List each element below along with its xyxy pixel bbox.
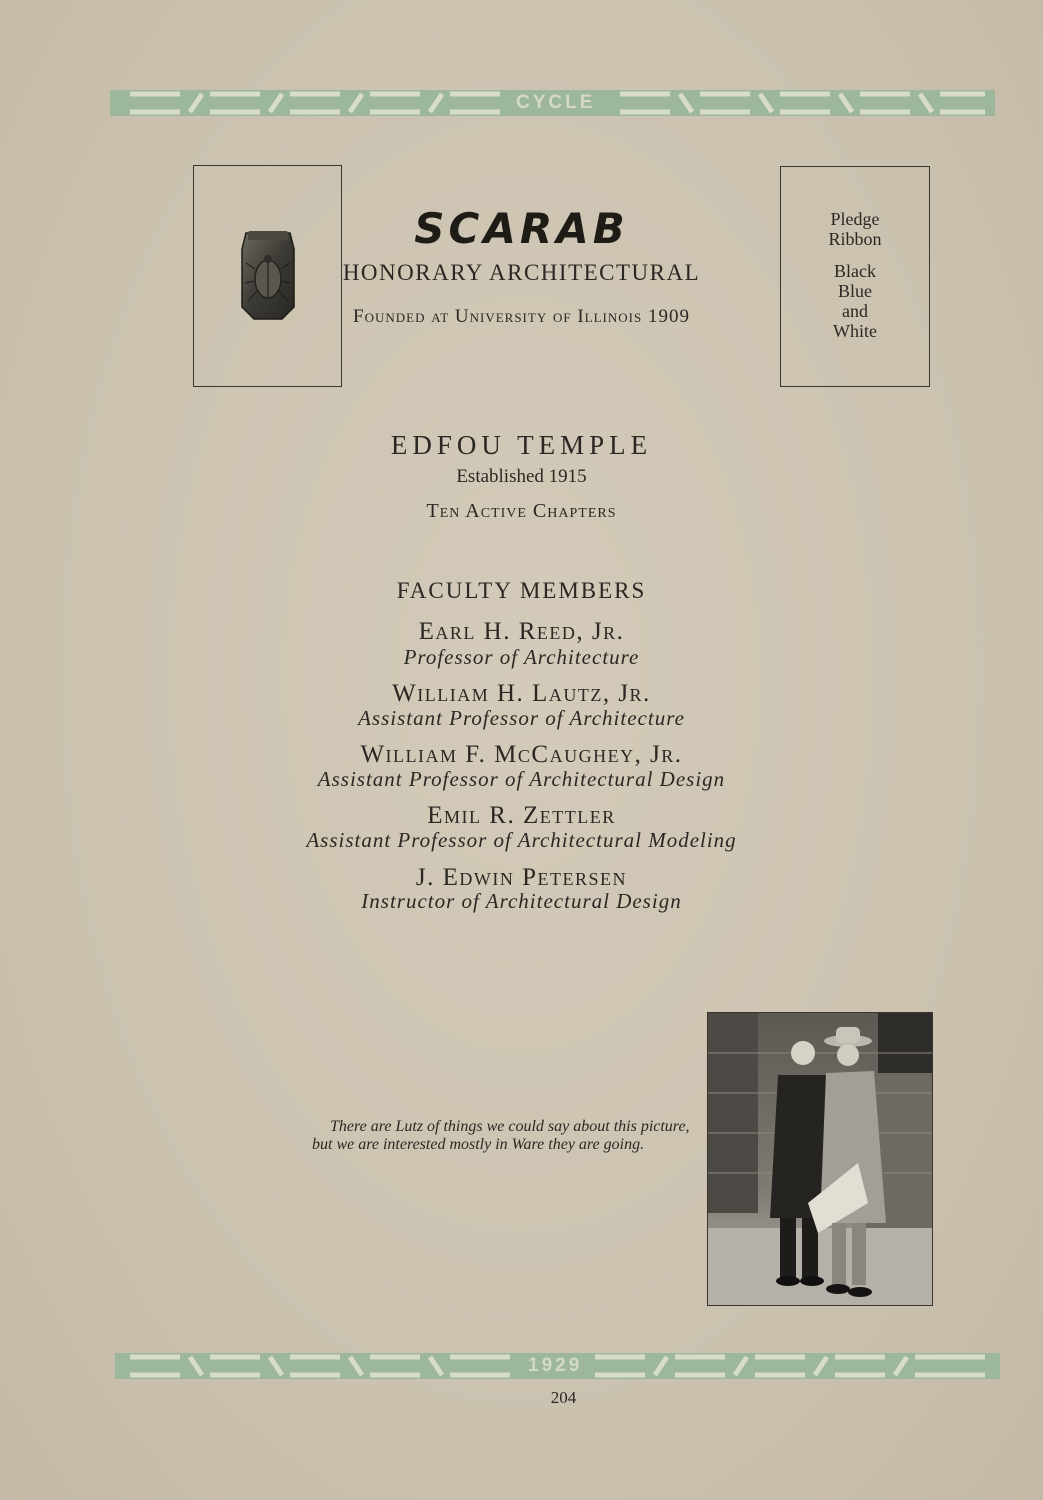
- photo-caption: There are Lutz of things we could say about this picture, but we are interested mostly in Ware they are going.: [312, 1118, 690, 1153]
- faculty-member-title: Assistant Professor of Architectural Modeling: [306, 828, 737, 852]
- founded-line: Founded at University of Illinois 1909: [353, 306, 690, 327]
- faculty-member-title: Assistant Professor of Architectural Design: [317, 767, 726, 791]
- pledge-box: [780, 166, 930, 387]
- ribbon-label: Ribbon: [828, 229, 882, 249]
- faculty-member-title: Assistant Professor of Architecture: [358, 706, 685, 730]
- faculty-member-title: Instructor of Architectural Design: [361, 889, 682, 913]
- header-band-word: CYCLE: [508, 92, 603, 114]
- footer-band: [115, 1353, 1000, 1379]
- header-band: [110, 90, 995, 116]
- footer-band-word: 1929: [520, 1355, 590, 1377]
- faculty-heading: FACULTY MEMBERS: [396, 578, 647, 603]
- two-men-photo: [708, 1013, 932, 1305]
- ribbon-color-3: White: [833, 321, 877, 341]
- scarab-title: SCARAB: [414, 204, 629, 253]
- photo-frame: [707, 1012, 933, 1306]
- faculty-member-name: Emil R. Zettler: [427, 802, 616, 829]
- faculty-member-name: William F. McCaughey, Jr.: [360, 741, 683, 768]
- temple-established: Established 1915: [456, 466, 587, 487]
- page-number: 204: [550, 1388, 577, 1407]
- temple-name: EDFOU TEMPLE: [390, 430, 653, 460]
- ribbon-color-1: Black: [834, 261, 876, 281]
- organization-subtitle: HONORARY ARCHITECTURAL: [342, 260, 701, 285]
- ribbon-color-connector: and: [842, 301, 868, 321]
- faculty-member-name: J. Edwin Petersen: [415, 864, 628, 891]
- faculty-member-name: William H. Lautz, Jr.: [392, 680, 651, 707]
- temple-chapters: Ten Active Chapters: [426, 500, 617, 522]
- pledge-label: Pledge: [830, 209, 880, 229]
- ribbon-color-2: Blue: [838, 281, 872, 301]
- faculty-member-name: Earl H. Reed, Jr.: [418, 618, 625, 645]
- faculty-member-title: Professor of Architecture: [403, 645, 640, 669]
